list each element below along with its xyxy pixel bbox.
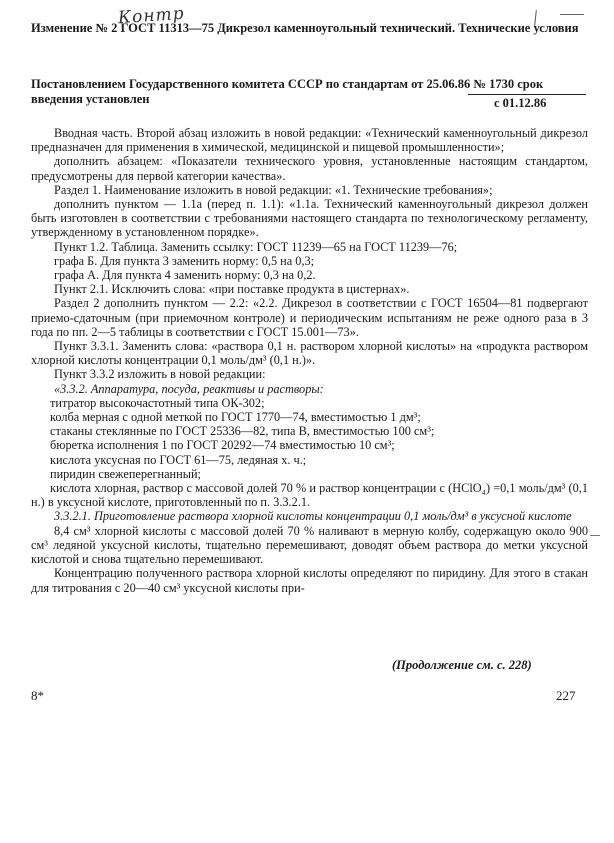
paragraph: графа А. Для пункта 4 заменить норму: 0,3 на 0,2. [54,268,316,283]
continuation-note: (Продолжение см. с. 228) [392,658,532,672]
list-item: пиридин свежеперегнанный; [50,466,201,481]
list-item: бюретка исполнения 1 по ГОСТ 20292—74 вместимостью 10 см³; [50,438,395,453]
paragraph: Пункт 1.2. Таблица. Заменить ссылку: ГОСТ 11239—65 на ГОСТ 11239—76; [54,239,458,254]
date-underline [468,94,586,95]
paragraph: «3.3.2. Аппаратура, посуда, реактивы и растворы: [54,381,324,396]
page-number: 227 [556,688,576,703]
margin-dash [590,535,600,536]
paragraph: Пункт 2.1. Исключить слова: «при поставке продукта в цистернах». [54,282,410,297]
subsection-heading: 3.3.2.1. Приготовление раствора хлорной кислоты концентрации 0,1 моль/дм³ в уксусной кислоте [54,509,572,524]
paragraph: Концентрацию полученного раствора хлорной кислоты определяют по пиридину. Для этого в стакан для титрования с 20—40 см³ уксусной кислоты при- [31,566,588,595]
list-item: стаканы стеклянные по ГОСТ 25336—82, типа В, вместимостью 100 см³; [50,424,435,439]
signature-mark: 8* [31,688,44,703]
document-body [31,126,588,595]
paragraph: дополнить пунктом — 1.1а (перед п. 1.1): «1.1а. Технический каменноугольный дикрезол должен быть изготовлен в соответствии с требованиями настоящего стандарта по технологическому регламенту, утвержденному в установленном порядке». [31,197,588,240]
paragraph: Раздел 2 дополнить пунктом — 2.2: «2.2. Дикрезол в соответствии с ГОСТ 16504—81 подвергают приемо-сдаточным (при приемочном контроле) и периодическим испытаниям не реже одного раза в 3 года по пп. 2—5 таблицы в соответствии с ГОСТ 15.001—73». [31,296,588,339]
handwritten-note: Контр [117,3,186,29]
paragraph: 8,4 см³ хлорной кислоты с массовой долей 70 % наливают в мерную колбу, содержащую около 900 см³ ледяной уксусной кислоты, тщательно перемешивают, доводят объем раствора до метки уксусной кислотой и снова тщательно перемешивают. [31,523,588,567]
paragraph: Пункт 3.3.2 изложить в новой редакции: [54,367,266,382]
decree-text: Постановлением Государственного комитета СССР по стандартам от 25.06.86 № 1730 срок введения установлен [31,76,544,106]
list-item: кислота уксусная по ГОСТ 61—75, ледяная х. ч.; [50,452,307,467]
paragraph: Раздел 1. Наименование изложить в новой редакции: «1. Технические требования»; [54,182,493,197]
list-item: колба мерная с одной меткой по ГОСТ 1770—74, вместимостью 1 дм³; [50,410,421,425]
list-item: кислота хлорная, раствор с массовой долей 70 % и раствор концентрации с (HClO₄) =0,1 моль/дм³ (0,1 н.) в уксусной кислоте, приготовленный по п. 3.3.2.1. [31,481,588,510]
paragraph: дополнить абзацем: «Показатели технического уровня, установленные настоящим стандартом, предусмотрены для первой категории качества». [31,154,588,183]
pencil-dash [560,14,584,15]
paragraph: Вводная часть. Второй абзац изложить в новой редакции: «Технический каменноугольный дикрезол предназначен для применения в химической, медицинской и пищевой промышленности»; [31,126,588,155]
list-item: титратор высокочастотный типа ОК-302; [50,395,265,410]
paragraph: Пункт 3.3.1. Заменить слова: «раствора 0,1 н. раствором хлорной кислоты» на «продукта раствором хлорной кислоты концентрации 0,1 моль/дм³ (0,1 н.)». [31,339,588,368]
effective-date: с 01.12.86 [494,96,547,110]
amendment-title: Изменение № 2 ГОСТ 11313—75 Дикрезол каменноугольный технический. Технические условия [31,21,579,35]
paragraph: графа Б. Для пункта 3 заменить норму: 0,5 на 0,3; [54,253,315,268]
